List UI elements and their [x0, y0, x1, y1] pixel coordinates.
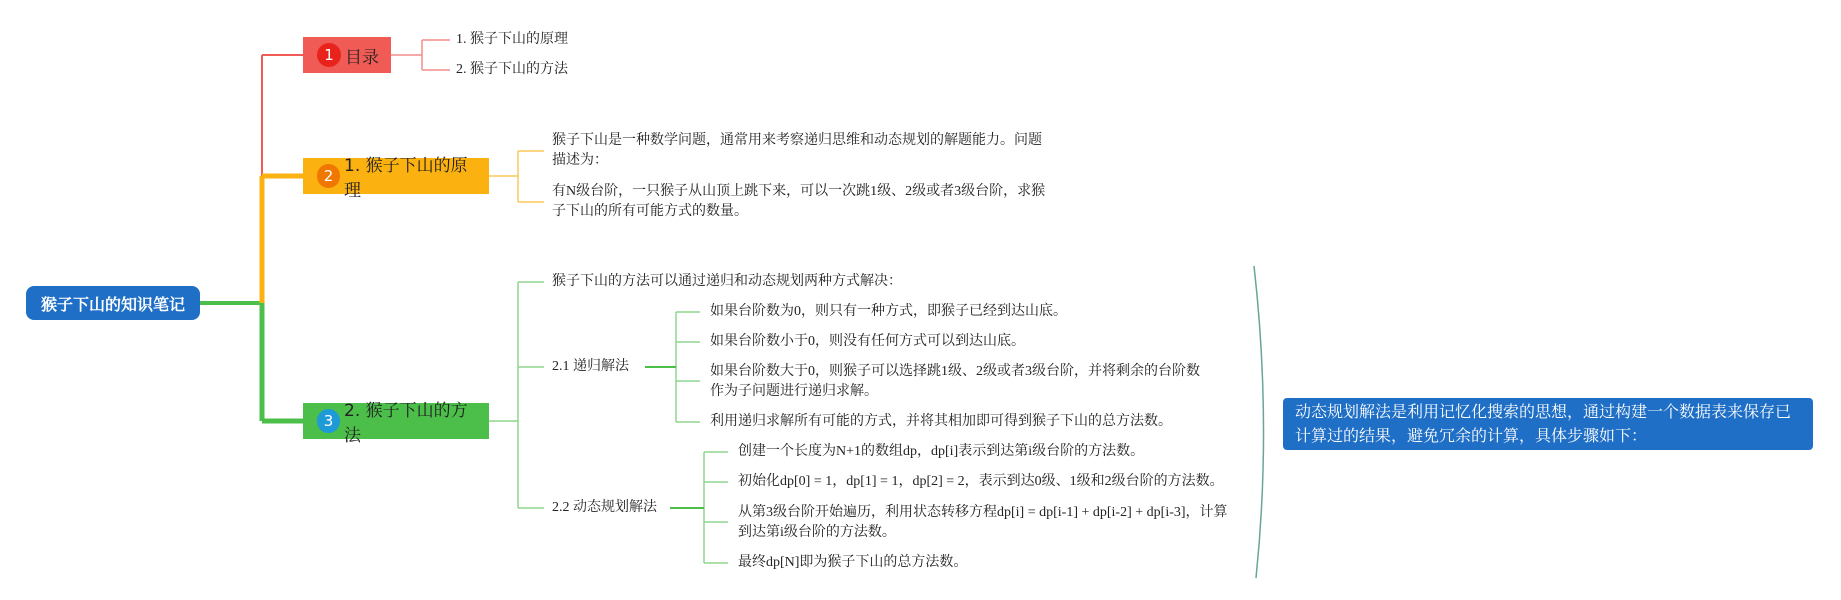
dp-item-4[interactable]: 最终dp[N]即为猴子下山的总方法数。	[738, 555, 968, 570]
recursive-item-3[interactable]: 如果台阶数大于0，则猴子可以选择跳1级、2级或者3级台阶，并将剩余的台阶数作为子问题进行递归求解。	[710, 364, 1200, 399]
recursive-item-2[interactable]: 如果台阶数小于0，则没有任何方式可以到达山底。	[710, 334, 1025, 349]
dp-summary-callout[interactable]: 动态规划解法是利用记忆化搜索的思想，通过构建一个数据表来保存已计算过的结果，避免冗余的计算，具体步骤如下：	[1283, 398, 1813, 450]
topic-label: 目录	[345, 47, 379, 68]
toc-item-2[interactable]: 2. 猴子下山的方法	[456, 62, 568, 77]
methods-intro[interactable]: 猴子下山的方法可以通过递归和动态规划两种方式解决：	[552, 274, 902, 289]
recursive-method-label[interactable]: 2.1 递归解法	[552, 359, 629, 374]
principle-desc-1[interactable]: 猴子下山是一种数学问题，通常用来考察递归思维和动态规划的解题能力。问题描述为：	[552, 133, 1042, 168]
badge-number-2: 2	[317, 164, 340, 188]
dp-method-label[interactable]: 2.2 动态规划解法	[552, 500, 657, 515]
topic-toc[interactable]	[303, 37, 391, 73]
dp-item-2[interactable]: 初始化dp[0] = 1，dp[1] = 1，dp[2] = 2，表示到达0级、1级和2级台阶的方法数。	[738, 474, 1224, 489]
badge-number-3: 3	[317, 409, 340, 433]
recursive-item-4[interactable]: 利用递归求解所有可能的方式，并将其相加即可得到猴子下山的总方法数。	[710, 414, 1172, 429]
principle-desc-2[interactable]: 有N级台阶，一只猴子从山顶上跳下来，可以一次跳1级、2级或者3级台阶，求猴子下山的所有可能方式的数量。	[552, 184, 1046, 219]
topic-principle[interactable]	[303, 156, 489, 201]
topic-label: 2. 猴子下山的方法	[344, 401, 468, 446]
root-topic[interactable]: 猴子下山的知识笔记	[26, 286, 200, 320]
toc-item-1[interactable]: 1. 猴子下山的原理	[456, 32, 568, 47]
topic-label: 1. 猴子下山的原理	[344, 156, 468, 201]
dp-item-1[interactable]: 创建一个长度为N+1的数组dp，dp[i]表示到达第i级台阶的方法数。	[738, 444, 1145, 459]
dp-item-3[interactable]: 从第3级台阶开始遍历，利用状态转移方程dp[i] = dp[i-1] + dp[i-2] + dp[i-3]，计算到达第i级台阶的方法数。	[738, 505, 1228, 540]
recursive-item-1[interactable]: 如果台阶数为0，则只有一种方式，即猴子已经到达山底。	[710, 304, 1067, 319]
badge-number-1: 1	[317, 43, 341, 67]
topic-methods[interactable]	[303, 401, 489, 446]
